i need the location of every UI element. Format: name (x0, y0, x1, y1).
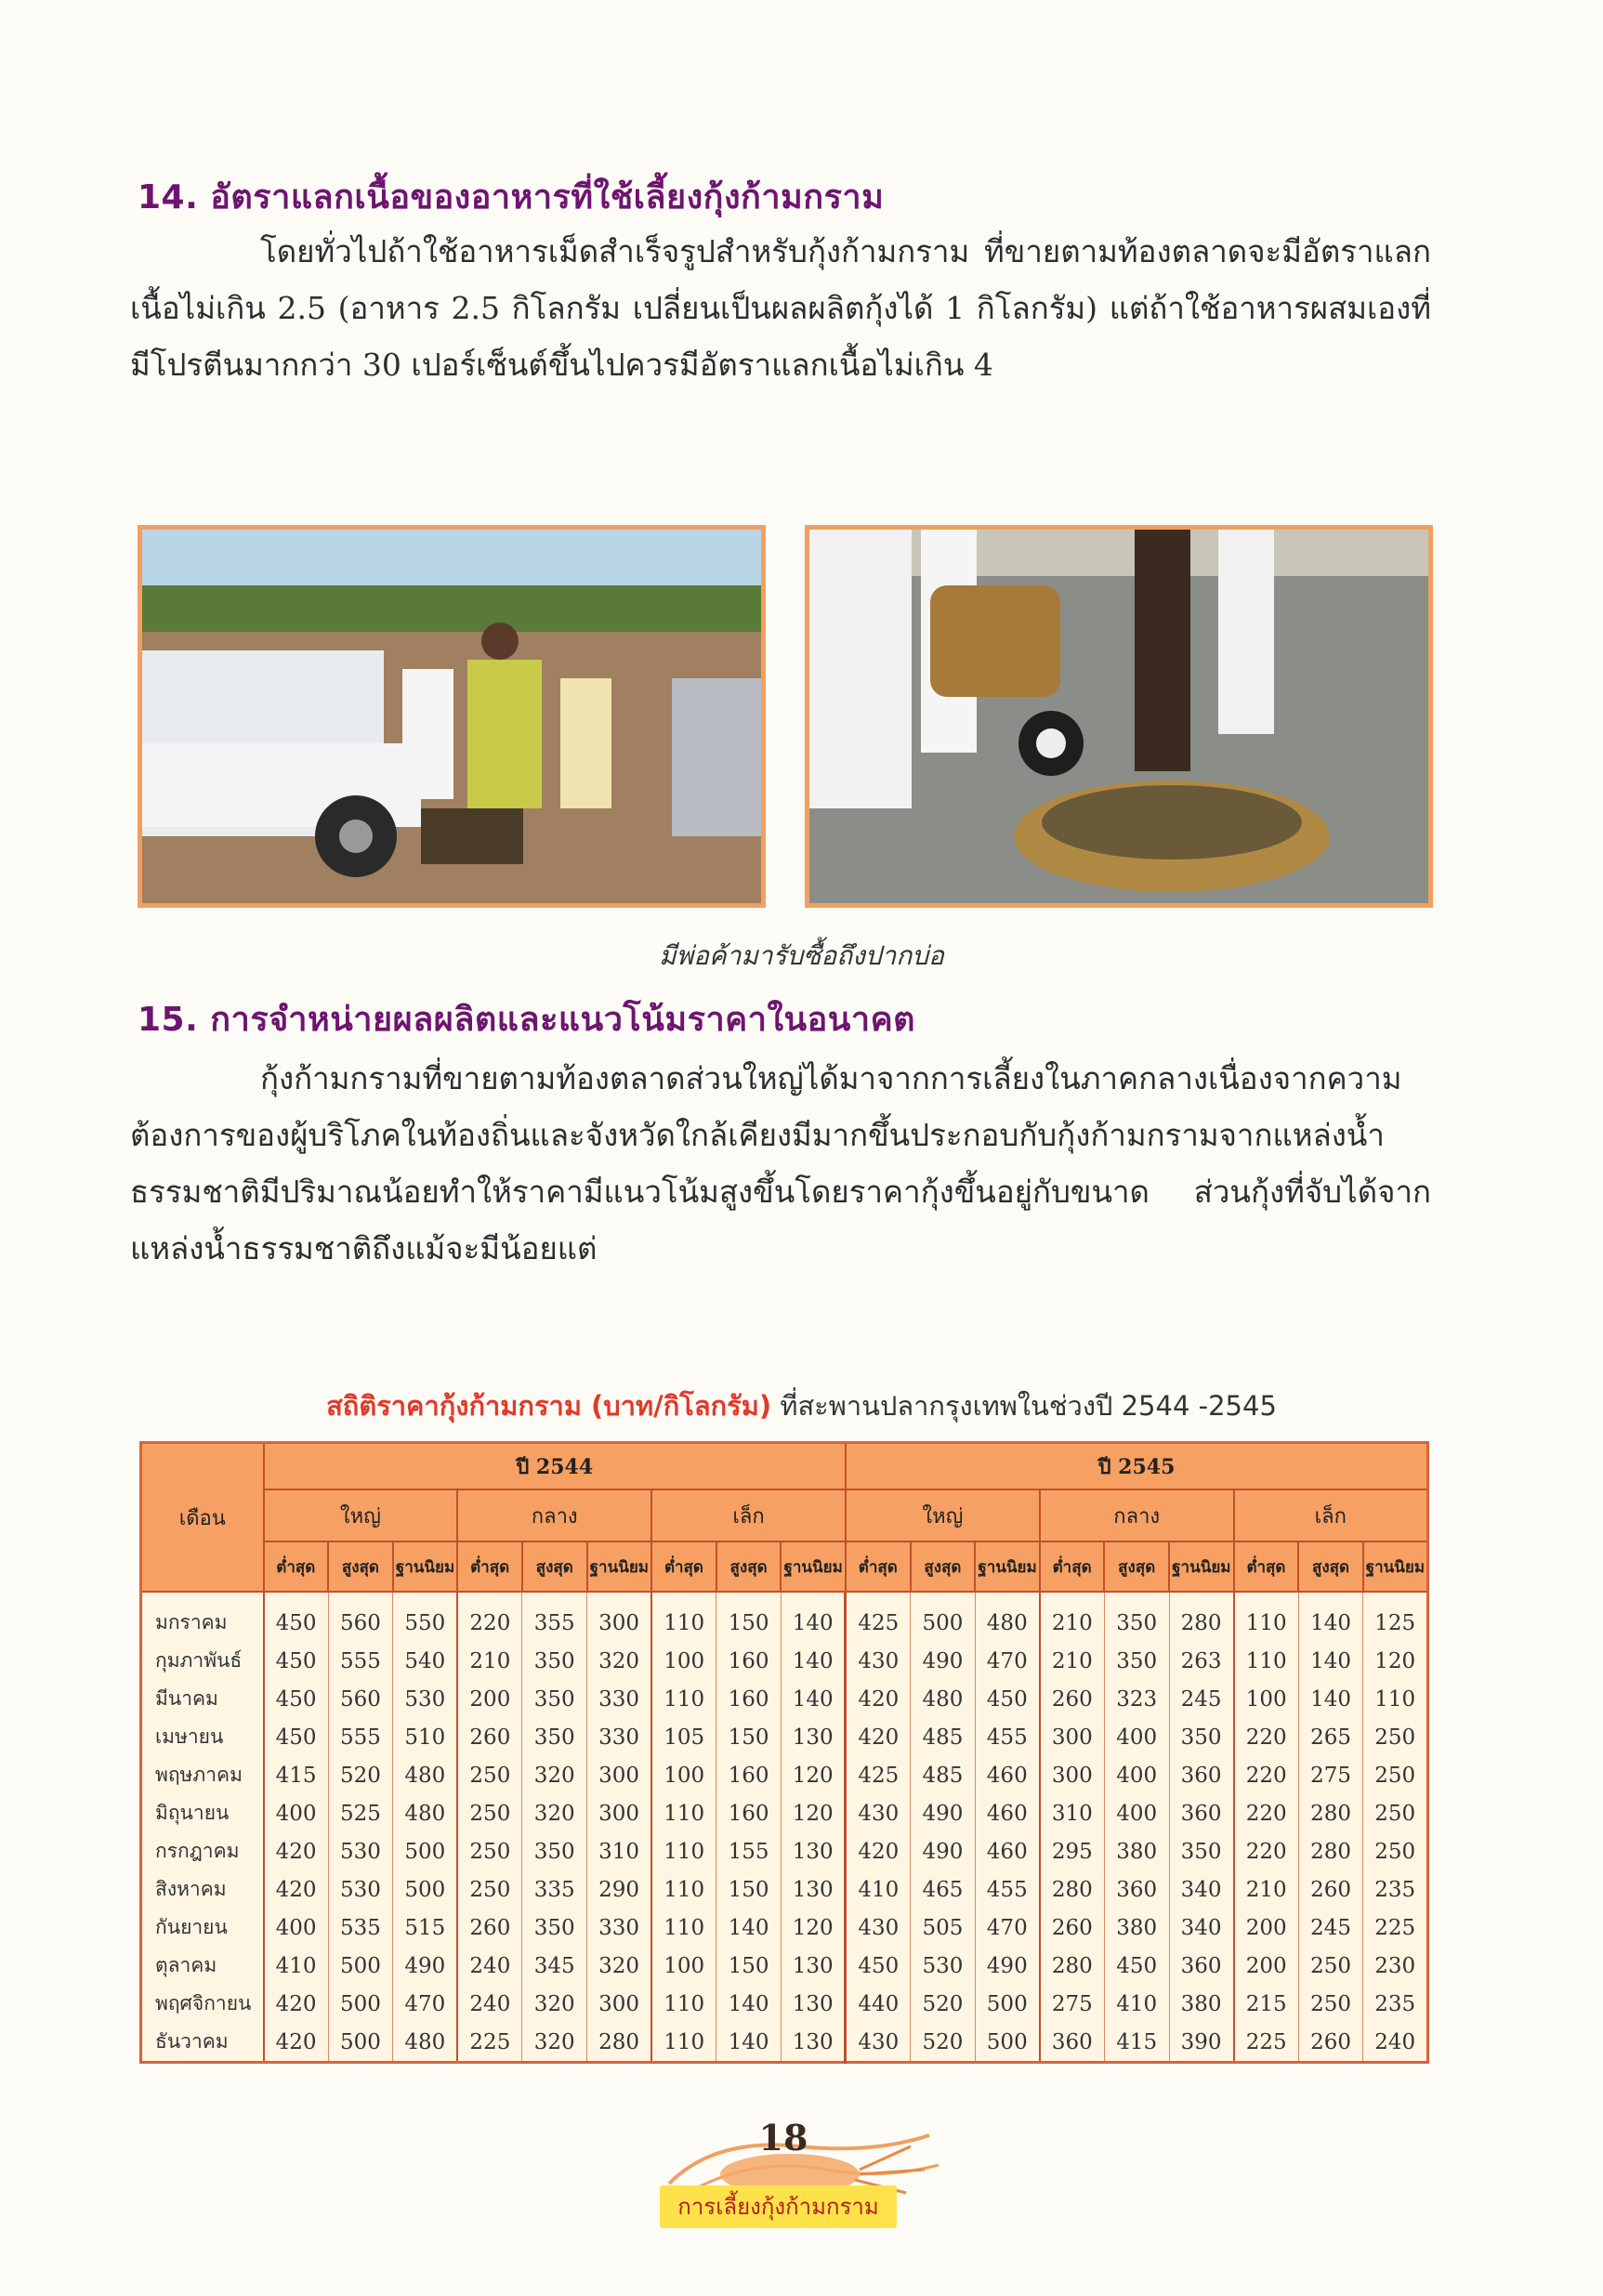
price-cell: 490 (393, 1947, 458, 1985)
year-header: ปี 2545 (846, 1443, 1428, 1490)
price-cell: 300 (1040, 1756, 1105, 1794)
month-cell: กุมภาพันธ์ (141, 1642, 264, 1680)
price-cell: 420 (846, 1680, 911, 1718)
price-cell: 250 (457, 1756, 522, 1794)
table-row (141, 1947, 1428, 1985)
price-cell: 530 (393, 1680, 458, 1718)
section-15-body: กุ้งก้ามกรามที่ขายตามท้องตลาดส่วนใหญ่ได้มาจากการเลี้ยงในภาคกลางเนื่องจากความต้องการของผู้บริโภคในท้องถิ่นและจังหวัดใกล้เคียงมีมากขึ้นประกอบกับกุ้งก้ามกรามจากแหล่งน้ำธรรมชาติมีปริมาณน้อยทำให้ราคามีแนวโน้มสูงขึ้นโดยราคากุ้งขึ้นอยู่กับขนาด ส่วนกุ้งที่จับได้จากแหล่งน้ำธรรมชาติถึงแม้จะมีน้อยแต่ (130, 1060, 1431, 1266)
price-cell: 535 (328, 1909, 393, 1947)
price-cell: 323 (1104, 1680, 1169, 1718)
stat-header: สูงสุด (1104, 1542, 1169, 1592)
stat-header: ฐานนิยม (1169, 1542, 1234, 1592)
price-cell: 350 (1104, 1642, 1169, 1680)
price-cell: 230 (1363, 1947, 1428, 1985)
price-cell: 130 (781, 1832, 846, 1870)
price-cell: 460 (975, 1832, 1040, 1870)
price-cell: 250 (1363, 1832, 1428, 1870)
price-cell: 300 (587, 1985, 652, 2023)
price-cell: 280 (1298, 1794, 1363, 1832)
price-cell: 110 (651, 1680, 716, 1718)
price-cell: 470 (393, 1985, 458, 2023)
price-cell: 555 (328, 1642, 393, 1680)
price-cell: 250 (457, 1794, 522, 1832)
price-cell: 120 (1363, 1642, 1428, 1680)
price-cell: 340 (1169, 1870, 1234, 1909)
price-cell: 500 (911, 1592, 976, 1642)
price-cell: 480 (393, 1794, 458, 1832)
price-cell: 250 (457, 1832, 522, 1870)
page-number: 18 (758, 2117, 808, 2158)
price-cell: 320 (587, 1642, 652, 1680)
price-cell: 200 (1234, 1909, 1299, 1947)
price-cell: 140 (781, 1592, 846, 1642)
price-cell: 500 (328, 2023, 393, 2063)
section-14-title: 14. อัตราแลกเนื้อของอาหารที่ใช้เลี้ยงกุ้งก้ามกราม (138, 178, 885, 216)
price-cell: 300 (1040, 1718, 1105, 1756)
size-header: กลาง (1040, 1489, 1234, 1542)
price-cell: 130 (781, 1718, 846, 1756)
price-cell: 410 (264, 1947, 329, 1985)
table-row (141, 1985, 1428, 2023)
price-cell: 240 (457, 1947, 522, 1985)
price-cell: 160 (716, 1756, 782, 1794)
price-cell: 280 (1040, 1870, 1105, 1909)
price-cell: 520 (911, 2023, 976, 2063)
price-cell: 420 (264, 1832, 329, 1870)
price-cell: 510 (393, 1718, 458, 1756)
price-cell: 300 (587, 1592, 652, 1642)
price-cell: 350 (1169, 1832, 1234, 1870)
price-cell: 500 (328, 1947, 393, 1985)
price-cell: 225 (1234, 2023, 1299, 2063)
price-cell: 490 (975, 1947, 1040, 1985)
price-cell: 430 (846, 1794, 911, 1832)
price-cell: 480 (911, 1680, 976, 1718)
month-cell: มกราคม (141, 1592, 264, 1642)
price-cell: 220 (1234, 1718, 1299, 1756)
price-cell: 160 (716, 1680, 782, 1718)
price-cell: 500 (393, 1870, 458, 1909)
stat-header: สูงสุด (1298, 1542, 1363, 1592)
price-cell: 560 (328, 1680, 393, 1718)
price-cell: 320 (522, 2023, 587, 2063)
price-cell: 160 (716, 1794, 782, 1832)
table-row (141, 1832, 1428, 1870)
price-cell: 400 (1104, 1756, 1169, 1794)
price-cell: 455 (975, 1718, 1040, 1756)
price-cell: 465 (911, 1870, 976, 1909)
price-cell: 155 (716, 1832, 782, 1870)
price-cell: 520 (328, 1756, 393, 1794)
size-header: เล็ก (651, 1489, 846, 1542)
price-cell: 150 (716, 1718, 782, 1756)
price-cell: 125 (1363, 1592, 1428, 1642)
price-cell: 450 (264, 1642, 329, 1680)
table-row (141, 1592, 1428, 1642)
price-cell: 425 (846, 1756, 911, 1794)
price-cell: 160 (716, 1642, 782, 1680)
price-cell: 310 (587, 1832, 652, 1870)
price-cell: 250 (457, 1870, 522, 1909)
price-cell: 235 (1363, 1870, 1428, 1909)
price-cell: 420 (264, 1870, 329, 1909)
price-cell: 280 (1169, 1592, 1234, 1642)
price-cell: 360 (1104, 1870, 1169, 1909)
price-cell: 110 (651, 1794, 716, 1832)
price-cell: 280 (1298, 1832, 1363, 1870)
section-14-body: โดยทั่วไปถ้าใช้อาหารเม็ดสำเร็จรูปสำหรับกุ้งก้ามกราม ที่ขายตามท้องตลาดจะมีอัตราแลกเนื้อไม่เกิน 2.5 (อาหาร 2.5 กิโลกรัม เปลี่ยนเป็นผลผลิตกุ้งได้ 1 กิโลกรัม) แต่ถ้าใช้อาหารผสมเองที่มีโปรตีนมากกว่า 30 เปอร์เซ็นต์ขึ้นไปควรมีอัตราแลกเนื้อไม่เกิน 4 (130, 233, 1431, 383)
stat-header: ฐานนิยม (781, 1542, 846, 1592)
table-row (141, 1870, 1428, 1909)
price-cell: 505 (911, 1909, 976, 1947)
price-cell: 245 (1298, 1909, 1363, 1947)
price-cell: 110 (651, 2023, 716, 2063)
stat-header: ต่ำสุด (651, 1542, 716, 1592)
price-cell: 530 (911, 1947, 976, 1985)
price-cell: 380 (1104, 1909, 1169, 1947)
price-cell: 450 (264, 1592, 329, 1642)
price-cell: 320 (522, 1985, 587, 2023)
price-cell: 110 (651, 1832, 716, 1870)
stat-header: ต่ำสุด (457, 1542, 522, 1592)
price-cell: 485 (911, 1756, 976, 1794)
price-cell: 350 (1104, 1592, 1169, 1642)
price-cell: 110 (651, 1870, 716, 1909)
price-cell: 355 (522, 1592, 587, 1642)
table-row (141, 1756, 1428, 1794)
price-cell: 250 (1298, 1985, 1363, 2023)
price-cell: 540 (393, 1642, 458, 1680)
price-cell: 100 (651, 1947, 716, 1985)
price-cell: 290 (587, 1870, 652, 1909)
price-cell: 330 (587, 1680, 652, 1718)
price-cell: 500 (328, 1985, 393, 2023)
price-cell: 240 (1363, 2023, 1428, 2063)
price-cell: 430 (846, 2023, 911, 2063)
price-cell: 450 (846, 1947, 911, 1985)
price-cell: 335 (522, 1870, 587, 1909)
section-15-title: 15. การจำหน่ายผลผลิตและแนวโน้มราคาในอนาคต (138, 1001, 916, 1039)
month-cell: พฤศจิกายน (141, 1985, 264, 2023)
price-cell: 360 (1169, 1756, 1234, 1794)
price-cell: 485 (911, 1718, 976, 1756)
price-cell: 350 (522, 1909, 587, 1947)
price-cell: 360 (1169, 1794, 1234, 1832)
size-header: ใหญ่ (264, 1489, 458, 1542)
price-cell: 330 (587, 1909, 652, 1947)
price-cell: 120 (781, 1794, 846, 1832)
photo-caption: มีพ่อค้ามารับซื้อถึงปากบ่อ (659, 940, 944, 971)
price-cell: 240 (457, 1985, 522, 2023)
month-cell: สิงหาคม (141, 1870, 264, 1909)
stat-header: สูงสุด (911, 1542, 976, 1592)
price-cell: 220 (1234, 1756, 1299, 1794)
price-cell: 210 (1234, 1870, 1299, 1909)
table-caption-title: สถิติราคากุ้งก้ามกราม (บาท/กิโลกรัม) (326, 1390, 772, 1422)
price-cell: 360 (1040, 2023, 1105, 2063)
stat-header: ฐานนิยม (1363, 1542, 1428, 1592)
price-cell: 245 (1169, 1680, 1234, 1718)
price-cell: 560 (328, 1592, 393, 1642)
stat-header: ต่ำสุด (264, 1542, 329, 1592)
price-cell: 130 (781, 1947, 846, 1985)
price-cell: 430 (846, 1642, 911, 1680)
price-cell: 140 (716, 1985, 782, 2023)
size-header: ใหญ่ (846, 1489, 1040, 1542)
price-cell: 320 (522, 1794, 587, 1832)
price-cell: 380 (1169, 1985, 1234, 2023)
price-cell: 250 (1363, 1794, 1428, 1832)
price-cell: 140 (1298, 1592, 1363, 1642)
price-cell: 210 (1040, 1592, 1105, 1642)
price-statistics-table (139, 1441, 1429, 2064)
price-cell: 310 (1040, 1794, 1105, 1832)
price-cell: 350 (522, 1832, 587, 1870)
price-cell: 480 (393, 2023, 458, 2063)
stat-header: สูงสุด (522, 1542, 587, 1592)
table-row (141, 1642, 1428, 1680)
price-cell: 390 (1169, 2023, 1234, 2063)
photo-buyers-at-truck (138, 525, 766, 908)
price-cell: 420 (846, 1832, 911, 1870)
table-row (141, 1794, 1428, 1832)
price-cell: 340 (1169, 1909, 1234, 1947)
stat-header: ต่ำสุด (1234, 1542, 1299, 1592)
price-cell: 380 (1104, 1832, 1169, 1870)
price-cell: 105 (651, 1718, 716, 1756)
price-cell: 400 (264, 1909, 329, 1947)
price-cell: 130 (781, 1985, 846, 2023)
price-cell: 415 (1104, 2023, 1169, 2063)
price-cell: 490 (911, 1832, 976, 1870)
price-cell: 260 (457, 1909, 522, 1947)
price-cell: 295 (1040, 1832, 1105, 1870)
price-cell: 260 (1298, 1870, 1363, 1909)
price-cell: 455 (975, 1870, 1040, 1909)
price-cell: 320 (522, 1756, 587, 1794)
price-cell: 150 (716, 1592, 782, 1642)
price-cell: 300 (587, 1756, 652, 1794)
price-cell: 530 (328, 1832, 393, 1870)
stat-header: ต่ำสุด (1040, 1542, 1105, 1592)
price-cell: 100 (651, 1756, 716, 1794)
price-cell: 210 (1040, 1642, 1105, 1680)
photo-baskets-of-shrimp (805, 525, 1433, 908)
month-cell: กันยายน (141, 1909, 264, 1947)
month-column-header: เดือน (141, 1443, 264, 1593)
price-cell: 520 (911, 1985, 976, 2023)
price-cell: 110 (651, 1592, 716, 1642)
price-cell: 110 (651, 1909, 716, 1947)
month-cell: ธันวาคม (141, 2023, 264, 2063)
price-cell: 410 (846, 1870, 911, 1909)
price-cell: 150 (716, 1947, 782, 1985)
price-cell: 525 (328, 1794, 393, 1832)
price-cell: 400 (1104, 1794, 1169, 1832)
price-cell: 140 (781, 1642, 846, 1680)
price-cell: 350 (522, 1680, 587, 1718)
price-cell: 450 (975, 1680, 1040, 1718)
price-cell: 120 (781, 1909, 846, 1947)
price-cell: 140 (1298, 1642, 1363, 1680)
price-cell: 550 (393, 1592, 458, 1642)
month-cell: พฤษภาคม (141, 1756, 264, 1794)
price-cell: 280 (1040, 1947, 1105, 1985)
stat-header: ฐานนิยม (975, 1542, 1040, 1592)
month-cell: มีนาคม (141, 1680, 264, 1718)
price-cell: 250 (1363, 1756, 1428, 1794)
price-cell: 500 (393, 1832, 458, 1870)
stat-header: ฐานนิยม (393, 1542, 458, 1592)
price-cell: 450 (264, 1680, 329, 1718)
price-cell: 110 (1234, 1642, 1299, 1680)
price-cell: 235 (1363, 1985, 1428, 2023)
price-cell: 265 (1298, 1718, 1363, 1756)
price-cell: 220 (1234, 1794, 1299, 1832)
price-cell: 120 (781, 1756, 846, 1794)
price-cell: 110 (1234, 1592, 1299, 1642)
price-cell: 320 (587, 1947, 652, 1985)
month-cell: เมษายน (141, 1718, 264, 1756)
price-cell: 420 (264, 2023, 329, 2063)
price-cell: 480 (393, 1756, 458, 1794)
price-cell: 110 (651, 1985, 716, 2023)
price-cell: 420 (264, 1985, 329, 2023)
book-title-ribbon: การเลี้ยงกุ้งก้ามกราม (660, 2185, 897, 2228)
price-cell: 555 (328, 1718, 393, 1756)
price-cell: 480 (975, 1592, 1040, 1642)
price-cell: 280 (587, 2023, 652, 2063)
price-cell: 260 (457, 1718, 522, 1756)
price-cell: 425 (846, 1592, 911, 1642)
price-cell: 515 (393, 1909, 458, 1947)
price-cell: 400 (264, 1794, 329, 1832)
price-cell: 225 (457, 2023, 522, 2063)
stat-header: สูงสุด (328, 1542, 393, 1592)
price-cell: 500 (975, 2023, 1040, 2063)
price-cell: 400 (1104, 1718, 1169, 1756)
price-cell: 140 (716, 1909, 782, 1947)
price-cell: 430 (846, 1909, 911, 1947)
price-cell: 450 (1104, 1947, 1169, 1985)
price-cell: 130 (781, 2023, 846, 2063)
price-cell: 260 (1298, 2023, 1363, 2063)
price-cell: 200 (457, 1680, 522, 1718)
price-cell: 350 (522, 1642, 587, 1680)
table-row (141, 1680, 1428, 1718)
price-cell: 260 (1040, 1909, 1105, 1947)
price-cell: 330 (587, 1718, 652, 1756)
price-cell: 200 (1234, 1947, 1299, 1985)
price-cell: 500 (975, 1985, 1040, 2023)
price-cell: 140 (716, 2023, 782, 2063)
table-row (141, 2023, 1428, 2063)
price-cell: 210 (457, 1642, 522, 1680)
price-cell: 100 (651, 1642, 716, 1680)
table-row (141, 1718, 1428, 1756)
table-row (141, 1909, 1428, 1947)
price-cell: 110 (1363, 1680, 1428, 1718)
price-cell: 470 (975, 1642, 1040, 1680)
month-cell: มิถุนายน (141, 1794, 264, 1832)
price-cell: 215 (1234, 1985, 1299, 2023)
price-cell: 220 (457, 1592, 522, 1642)
table-caption-detail: ที่สะพานปลากรุงเทพในช่วงปี 2544 -2545 (771, 1390, 1277, 1422)
price-cell: 410 (1104, 1985, 1169, 2023)
price-cell: 140 (1298, 1680, 1363, 1718)
price-cell: 130 (781, 1870, 846, 1909)
price-cell: 350 (522, 1718, 587, 1756)
price-cell: 440 (846, 1985, 911, 2023)
price-cell: 100 (1234, 1680, 1299, 1718)
stat-header: ฐานนิยม (587, 1542, 652, 1592)
size-header: เล็ก (1234, 1489, 1428, 1542)
price-cell: 460 (975, 1794, 1040, 1832)
stat-header: ต่ำสุด (846, 1542, 911, 1592)
month-cell: กรกฎาคม (141, 1832, 264, 1870)
price-cell: 460 (975, 1756, 1040, 1794)
price-cell: 300 (587, 1794, 652, 1832)
price-cell: 345 (522, 1947, 587, 1985)
year-header: ปี 2544 (264, 1443, 846, 1490)
price-cell: 530 (328, 1870, 393, 1909)
price-cell: 275 (1298, 1756, 1363, 1794)
price-cell: 220 (1234, 1832, 1299, 1870)
price-cell: 470 (975, 1909, 1040, 1947)
price-cell: 490 (911, 1642, 976, 1680)
price-cell: 360 (1169, 1947, 1234, 1985)
price-cell: 140 (781, 1680, 846, 1718)
price-cell: 225 (1363, 1909, 1428, 1947)
price-cell: 420 (846, 1718, 911, 1756)
table-caption (0, 1384, 1603, 1427)
price-cell: 275 (1040, 1985, 1105, 2023)
price-cell: 415 (264, 1756, 329, 1794)
price-cell: 450 (264, 1718, 329, 1756)
price-cell: 263 (1169, 1642, 1234, 1680)
size-header: กลาง (457, 1489, 651, 1542)
price-cell: 260 (1040, 1680, 1105, 1718)
price-cell: 350 (1169, 1718, 1234, 1756)
price-cell: 250 (1298, 1947, 1363, 1985)
stat-header: สูงสุด (716, 1542, 782, 1592)
month-cell: ตุลาคม (141, 1947, 264, 1985)
price-cell: 490 (911, 1794, 976, 1832)
price-cell: 150 (716, 1870, 782, 1909)
price-cell: 250 (1363, 1718, 1428, 1756)
